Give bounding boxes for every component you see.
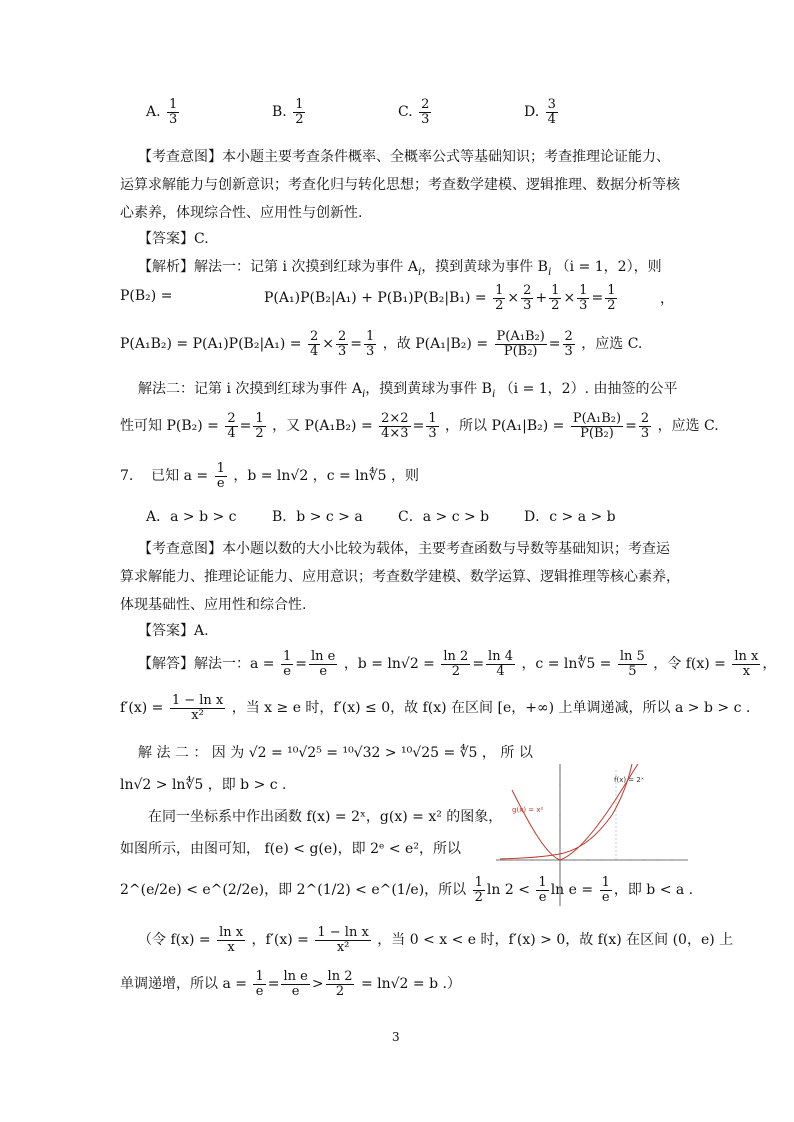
q7-intent-line2: 算求解能力、推理论证能力、应用意识；考查数学建模、数学运算、逻辑推理等核心素养， [120,569,680,585]
q7-stem: 7. 已知 a = $\frac{1}{e}$ ，b = ln√2 ，c = ln∜5 ，则 [120,461,419,491]
q7-solution2-line3: 在同一坐标系中作出函数 f(x) = 2ˣ，g(x) = x² 的图象， [148,809,503,825]
option-c: C. $\frac{2}{3}$ [398,97,430,127]
q7-solution2-line4: 如图所示，由图可知， f(e) < g(e)，即 2ᵉ < e²，所以 [120,841,461,857]
q6-solution1-line1: 【解析】解法一：记第 i 次摸到红球为事件 $A_i$，摸到黄球为事件 $B_i$ （i = 1，2），则 [138,259,662,278]
q7-option-c: C．a > c > b [398,509,490,525]
option-b: B. $\frac{1}{2}$ [272,97,304,127]
q7-solution1-line2: f′(x) = $\frac{\text{1 − ln x}}{\text{x²}}$ ，当 x ≥ e 时，f′(x) ≤ 0，故 f(x) 在区间 [e，+∞) 上单调递减，所以 a > b > c . [120,693,751,723]
q6-intent-line2: 运算求解能力与创新意识；考查化归与转化思想；考查数学建模、逻辑推理、数据分析等核 [120,177,680,193]
q7-option-b: B．b > c > a [272,509,363,525]
option-d: D. $\frac{3}{4}$ [524,97,556,127]
function-graph [492,760,692,910]
q7-solution1-line1: 【解答】解法一：a = $\frac{1}{e}$ = $\frac{\text{ln e}}{e}$ ，b = ln√2 = $\frac{\ln 2}{2}$ = $\frac{\ln 4}{4}$ ，c = ln∜5 = $\frac{\ln 5}{5}$ ，令 f(x) = $\frac{\text{ln x}}{x}$ ， [138,649,777,679]
q6-solution2-line2: 性可知 P(B₂) = $\frac{2}{4}$ = $\frac{1}{2}$ ，又 P(A₁B₂) = $\frac{2\times 2}{4\times 3}$ = $\frac{1}{3}$ ，所以 P(A₁|B₂) = $\frac{\text{P(A₁B₂)}}{\text{P(B₂)}}$ = $\frac{2}{3}$ ，应选 C. [120,411,719,441]
q6-intent-line3: 心素养，体现综合性、应用性与创新性. [120,205,363,221]
label-g: g(x) = x² [512,806,544,814]
q7-intent-line1: 【考查意图】本小题以数的大小比较为载体，主要考查函数与导数等基础知识；考查运 [138,541,670,557]
q7-option-d: D．c > a > b [524,509,616,525]
q7-solution2-line1: 解 法 二 ： 因 为 √2 = ¹⁰√2⁵ = ¹⁰√32 > ¹⁰√25 = ∜5 ， 所 以 [138,745,533,761]
label-f: f(x) = 2ˣ [614,776,644,784]
q7-solution2-line2: ln√2 > ln∜5 ，即 b > c . [120,777,287,793]
q6-solution1-line2-rhs: P(A₁)P(B₂|A₁) + P(B₁)P(B₂|B₁) = $\frac{1}{2}$ × $\frac{2}{3}$ + $\frac{1}{2}$ × $\frac{1}{3}$ = $\frac{1}{2}$ [264,283,616,313]
q6-intent-line1: 【考查意图】本小题主要考查条件概率、全概率公式等基础知识；考查推理论证能力、 [138,149,670,165]
q7-note-line2: 单调递增，所以 a = $\frac{1}{e}$ = $\frac{\text{ln e}}{e}$ > $\frac{\ln 2}{2}$ = ln√2 = b .） [120,969,461,999]
q7-option-a: A．a > b > c [146,509,237,525]
q6-solution1-line3: P(A₁B₂) = P(A₁)P(B₂|A₁) = $\frac{2}{4}$ × $\frac{2}{3}$ = $\frac{1}{3}$ ，故 P(A₁|B₂) = $\frac{\text{P(A₁B₂)}}{\text{P(B₂)}}$ = $\frac{2}{3}$ ，应选 C. [120,329,643,359]
q6-answer: 【答案】C. [138,231,209,247]
page-number: 3 [392,1030,400,1044]
comma: ， [660,291,674,307]
q7-answer: 【答案】A. [138,623,209,639]
q6-solution1-line2-lhs: P(B₂) = [120,288,173,304]
q6-solution2-line1: 解法二：记第 i 次摸到红球为事件 $A_i$，摸到黄球为事件 $B_i$ （i = 1，2）. 由抽签的公平 [138,381,678,400]
q7-intent-line3: 体现基础性、应用性和综合性. [120,597,307,613]
q7-note-line1: （令 f(x) = $\frac{\text{ln x}}{x}$ ，f′(x) = $\frac{\text{1 − ln x}}{\text{x²}}$ ，当 0 < x < e 时，f′(x) > 0，故 f(x) 在区间 (0，e) 上 [138,925,734,955]
option-a: A. $\frac{1}{3}$ [146,97,178,127]
q7-solution2-line5: 2^(e/2e) < e^(2/2e)，即 2^(1/2) < e^(1/e)，所以 $\frac{1}{2}$ ln 2 < $\frac{1}{e}$ ln e = $\frac{1}{e}$ ，即 b < a . [120,875,694,905]
